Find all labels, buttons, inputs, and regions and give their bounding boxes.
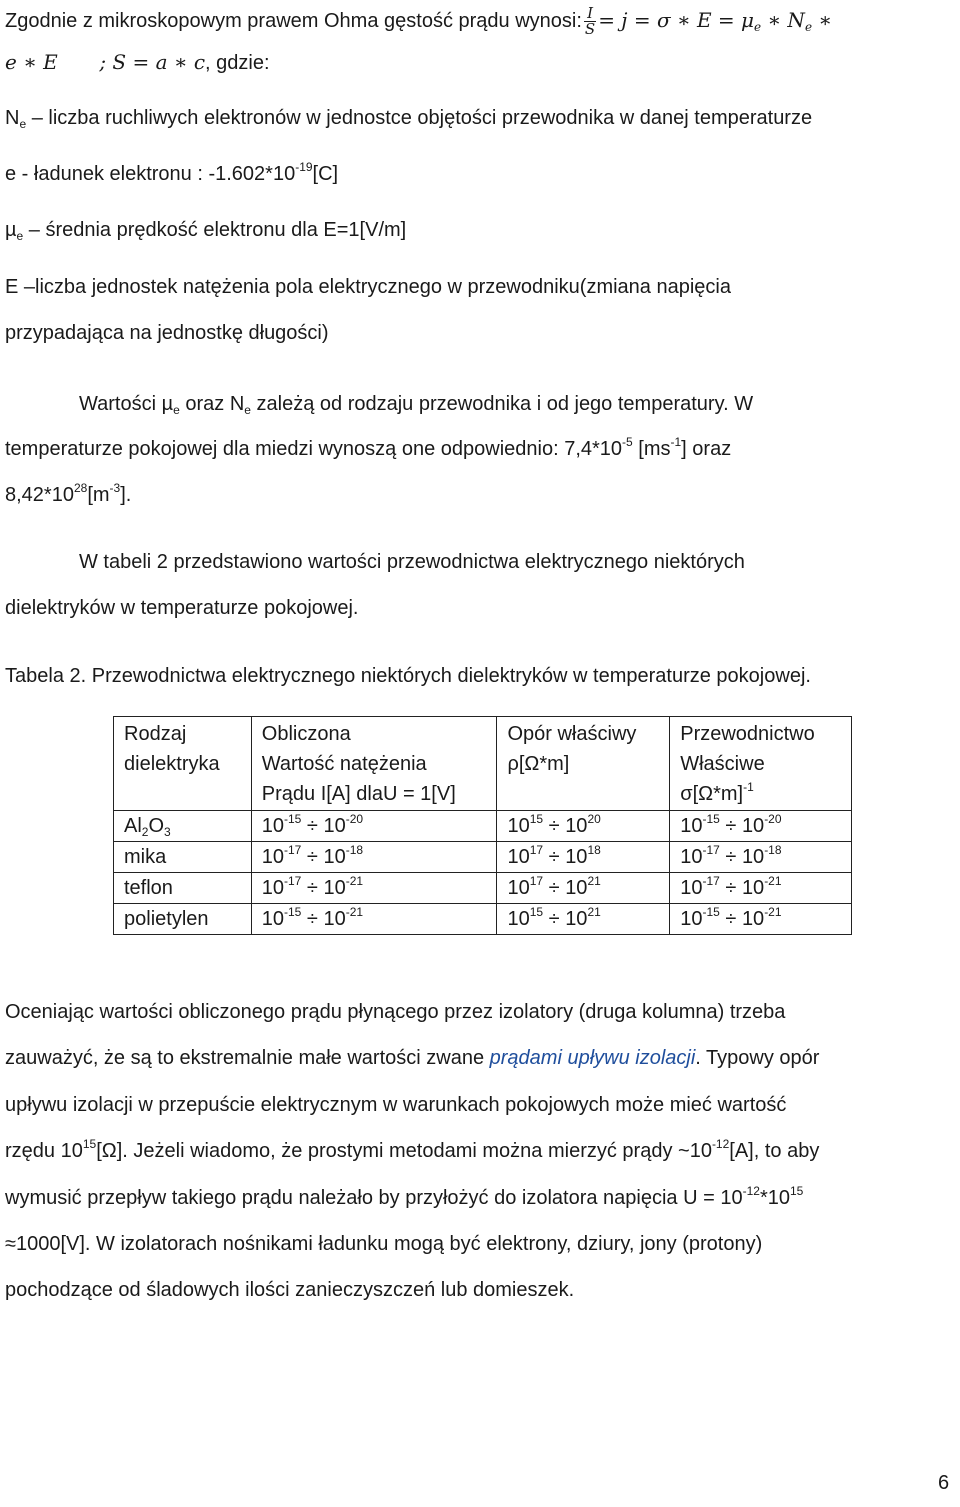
para2-line1: W tabeli 2 przedstawiono wartości przewodnictwa elektrycznego niektórych xyxy=(79,551,745,573)
para3-line4: rzędu $10^{15}[\Omega]$. Jeżeli wiadomo, że prostymi metodami można mierzyć prądy $\sim 10^{-12}[A]$, to aby xyxy=(5,1137,820,1162)
para1-line1: Wartości µ$_e$ oraz $N_e$ zależą od rodzaju przewodnika i od jego temperatury. W xyxy=(79,393,754,417)
cell-resistivity: $10^{15} \div 10^{20}$ xyxy=(497,811,670,842)
gdzie-text: , gdzie: xyxy=(205,52,270,74)
cell-material: teflon xyxy=(114,873,252,904)
para3-line5: wymusić przepływ takiego prądu należało by przyłożyć do izolatora napięcia $U = 10^{-12}*10^{15}$ xyxy=(5,1184,804,1209)
cell-material: polietylen xyxy=(114,904,252,935)
para2-line2: dielektryków w temperaturze pokojowej. xyxy=(5,597,359,619)
leakage-current-link[interactable]: prądami upływu izolacji xyxy=(489,1047,696,1069)
header-opor: Opór właściwy ρ[Ω*m] xyxy=(497,717,670,811)
table-row xyxy=(114,873,852,904)
equation-continued: e ∗ E xyxy=(5,50,58,74)
para3-line6: ≈1000[V]. W izolatorach nośnikami ładunku mogą być elektrony, dziury, jony (protony) xyxy=(5,1233,763,1255)
para3-line7: pochodzące od śladowych ilości zanieczyszczeń lub domieszek. xyxy=(5,1279,575,1301)
cell-current: $10^{-17} \div 10^{-18}$ xyxy=(251,842,497,873)
cell-conductivity: $10^{-17} \div 10^{-18}$ xyxy=(670,842,852,873)
cell-conductivity: $10^{-15} \div 10^{-20}$ xyxy=(670,811,852,842)
para1-line3: $8,42*10^{28}[m^{-3}]$. xyxy=(5,481,132,506)
table-row xyxy=(114,904,852,935)
ohm-equation: = j = σ ∗ $E = \mu_e$ ∗ $N_e$ ∗ xyxy=(598,7,832,34)
cell-material: $Al_2O_3$ xyxy=(114,811,252,842)
para1-line2: temperaturze pokojowej dla miedzi wynoszą one odpowiednio: $7,4*10^{-5}$ $[ms^{-1}]$ oraz xyxy=(5,435,732,460)
table-header-row xyxy=(114,717,852,811)
cell-conductivity: $10^{-15} \div 10^{-21}$ xyxy=(670,904,852,935)
cell-current: $10^{-15} \div 10^{-20}$ xyxy=(251,811,497,842)
cell-material: mika xyxy=(114,842,252,873)
header-natezenie: Obliczona Wartość natężenia Prądu I[A] dlaU = 1[V] xyxy=(251,717,497,811)
header-rodzaj: Rodzaj dielektryka xyxy=(114,717,252,811)
table-caption: Tabela 2. Przewodnictwa elektrycznego niektórych dielektryków w temperaturze pokojowej. xyxy=(5,665,811,687)
page-number: 6 xyxy=(938,1472,950,1494)
intro-line xyxy=(5,6,832,37)
para3-line1: Oceniając wartości obliczonego prądu płynącego przez izolatory (druga kolumna) trzeba xyxy=(5,1001,786,1023)
cell-conductivity: $10^{-17} \div 10^{-21}$ xyxy=(670,873,852,904)
def-E-line1: E –liczba jednostek natężenia pola elektrycznego w przewodniku(zmiana napięcia xyxy=(5,276,731,298)
fraction-i-over-s: $\frac{I}{S}$ xyxy=(584,4,596,38)
def-ne: $N_e$ – liczba ruchliwych elektronów w jednostce objętości przewodnika w danej temperaturze xyxy=(5,107,813,131)
para3-line2: zauważyć, że są to ekstremalnie małe wartości zwane prądami upływu izolacji. Typowy opór xyxy=(5,1047,820,1069)
cell-current: $10^{-15} \div 10^{-21}$ xyxy=(251,904,497,935)
cell-current: $10^{-17} \div 10^{-21}$ xyxy=(251,873,497,904)
def-mu: µ$_e$ – średnia prędkość elektronu dla E=1[V/m] xyxy=(5,219,407,243)
cell-resistivity: $10^{15} \div 10^{21}$ xyxy=(497,904,670,935)
def-e: e - ładunek elektronu : $-1.602*10^{-19}[C]$ xyxy=(5,160,339,185)
intro-line-2 xyxy=(5,50,270,75)
intro-text: Zgodnie z mikroskopowym prawem Ohma gęstość prądu wynosi: xyxy=(5,9,582,32)
header-przewodnictwo: Przewodnictwo Właściwe $\sigma[\Omega*m]^{-1}$ xyxy=(670,717,852,811)
table-row xyxy=(114,842,852,873)
para3-line3: upływu izolacji w przepuście elektrycznym w warunkach pokojowych może mieć wartość xyxy=(5,1094,787,1116)
dielectric-table xyxy=(113,716,852,935)
cell-resistivity: $10^{17} \div 10^{18}$ xyxy=(497,842,670,873)
def-E-line2: przypadająca na jednostkę długości) xyxy=(5,322,329,344)
cell-resistivity: $10^{17} \div 10^{21}$ xyxy=(497,873,670,904)
table-row xyxy=(114,811,852,842)
area-equation: ; S = a ∗ c xyxy=(99,50,206,74)
